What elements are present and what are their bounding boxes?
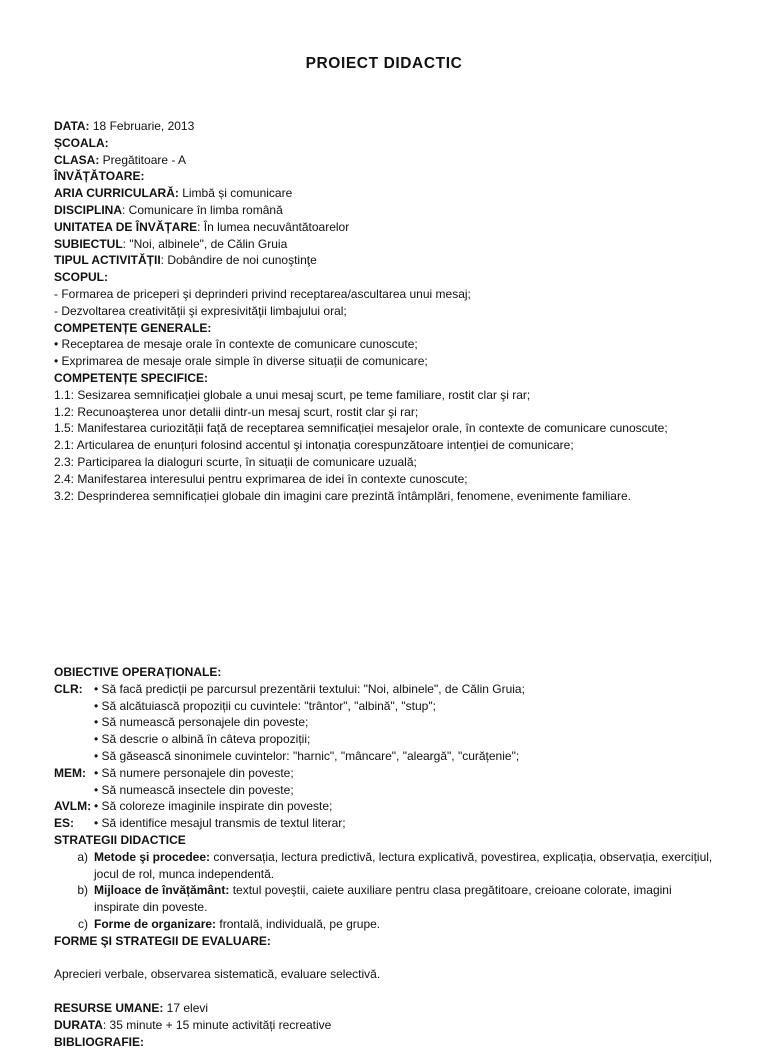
field-value: : Comunicare în limba română <box>122 202 283 217</box>
field-label: BIBLIOGRAFIE: <box>54 1034 144 1049</box>
list-item: • Receptarea de mesaje orale în contexte de comunicare cunoscute; <box>54 337 418 352</box>
list-item: • Exprimarea de mesaje orale simple în diverse situații de comunicare; <box>54 354 428 369</box>
field-label: ÎNVĂȚĂTOARE: <box>54 169 145 184</box>
field-tipul-activitatii <box>54 252 748 269</box>
field-scoala <box>54 135 748 152</box>
list-item: • Să găsească sinonimele cuvintelor: "harnic", "mâncare", "aleargă", "curățenie"; <box>94 748 520 763</box>
field-label: SUBIECTUL <box>54 236 123 251</box>
strategy-label: Metode şi procedee: <box>94 849 211 864</box>
list-item: 1.2: Recunoaşterea unor detalii dintr-un mesaj scurt, rostit clar şi rar; <box>54 404 419 419</box>
field-value: 18 Februarie, 2013 <box>89 119 195 133</box>
objective-label: AVLM: <box>54 799 92 814</box>
list-item: • Să alcătuiască propoziții cu cuvintele: "trântor", "albină", "stup"; <box>94 698 436 713</box>
field-value: Pregătitoare - A <box>99 152 187 167</box>
field-value: : 35 minute + 15 minute activități recreative <box>102 1017 332 1032</box>
strategy-letter: a) <box>77 849 88 864</box>
evaluare-heading: FORME ŞI STRATEGII DE EVALUARE: <box>54 933 271 948</box>
field-label: CLASA: <box>54 152 100 167</box>
field-disciplina <box>54 202 748 219</box>
field-durata <box>54 1017 748 1034</box>
objective-label: CLR: <box>54 681 83 696</box>
strategy-label: Mijloace de învățământ: <box>94 883 230 898</box>
field-label: RESURSE UMANE: <box>54 1000 164 1015</box>
field-value: 17 elevi <box>163 1000 209 1015</box>
strategy-text: frontală, individuală, pe grupe. <box>216 916 381 931</box>
list-item: 1.5: Manifestarea curiozității față de receptarea semnificației mesajelor orale, în contexte de comunicare cunoscute; <box>54 421 668 436</box>
obiective-heading: OBIECTIVE OPERAȚIONALE: <box>54 665 222 679</box>
list-item: • Să identifice mesajul transmis de textul literar; <box>94 816 346 831</box>
field-label: DISCIPLINA <box>54 202 123 217</box>
field-resurse <box>54 1000 748 1017</box>
objective-group-es <box>54 815 748 832</box>
strategy-label: Forme de organizare: <box>94 916 217 931</box>
list-item: 2.4: Manifestarea interesului pentru exprimarea de idei în contexte cunoscute; <box>54 471 468 486</box>
strategy-text: textul poveştii, caiete auxiliare pentru clasa pregătitoare, creioane colorate, imagini inspirate din poveste. <box>94 883 672 915</box>
page-title: PROIECT DIDACTIC <box>305 55 463 72</box>
section-general-info <box>54 118 748 504</box>
field-unitatea <box>54 219 748 236</box>
evaluare-text: Aprecieri verbale, observarea sistematică, evaluare selectivă. <box>54 967 381 982</box>
strategy-letter: c) <box>78 916 88 931</box>
field-bibliografie <box>54 1034 748 1050</box>
field-value: : "Noi, albinele", de Călin Gruia <box>122 236 288 251</box>
list-item: • Să numească insectele din poveste; <box>94 782 294 797</box>
field-label: ȘCOALA: <box>54 135 109 150</box>
list-item: 2.3: Participarea la dialoguri scurte, în situații de comunicare uzuală; <box>54 454 417 469</box>
list-item: • Să descrie o albină în câteva propoziții; <box>94 732 311 747</box>
list-item: - Dezvoltarea creativităţii şi expresivităţii limbajului oral; <box>54 303 347 318</box>
list-item: • Să numere personajele din poveste; <box>94 765 294 780</box>
field-subiectul <box>54 236 748 253</box>
list-item: • Să facă predicții pe parcursul prezentării textului: "Noi, albinele", de Călin Gruia; <box>94 681 525 696</box>
list-item: 2.1: Articularea de enunțuri folosind accentul şi intonația corespunzătoare intenției de comunicare; <box>54 438 574 453</box>
field-value: Limbă și comunicare <box>178 186 293 201</box>
competente-specifice-heading: COMPETENȚE SPECIFICE: <box>54 370 209 385</box>
field-label: DATA: <box>54 119 90 133</box>
objective-label: ES: <box>54 816 75 831</box>
competente-generale-heading: COMPETENȚE GENERALE: <box>54 320 212 335</box>
strategy-item <box>54 916 748 933</box>
objective-group-clr <box>54 681 748 765</box>
field-label: TIPUL ACTIVITĂȚII <box>54 253 161 268</box>
strategii-heading: STRATEGII DIDACTICE <box>54 832 186 847</box>
strategy-text: conversația, lectura predictivă, lectura explicativă, povestirea, explicația, observația, exercițiul, jocul de rol, munca independentă. <box>94 849 713 881</box>
section-objectives <box>54 664 748 1050</box>
strategy-item <box>54 849 748 883</box>
list-item: 1.1: Sesizarea semnificației globale a unui mesaj scurt, pe teme familiare, rostit clar şi rar; <box>54 387 531 402</box>
strategy-item <box>54 882 748 916</box>
scopul-heading: SCOPUL: <box>54 270 108 285</box>
objective-group-avlm <box>54 798 748 815</box>
list-item: • Să numească personajele din poveste; <box>94 715 309 730</box>
field-value: : În lumea necuvântătoarelor <box>197 219 350 234</box>
objective-group-mem <box>54 765 748 799</box>
list-item: 3.2: Desprinderea semnificației globale din imagini care prezintă întâmplări, fenomene, evenimente familiare. <box>54 488 631 503</box>
field-invatatoare <box>54 168 748 185</box>
field-label: UNITATEA DE ÎNVĂȚARE <box>54 219 198 234</box>
field-clasa <box>54 152 748 169</box>
list-item: - Formarea de priceperi şi deprinderi privind receptarea/ascultarea unui mesaj; <box>54 286 471 301</box>
field-value: : Dobândire de noi cunoştinţe <box>160 253 317 268</box>
strategy-letter: b) <box>77 883 88 898</box>
field-aria-curriculara <box>54 185 748 202</box>
field-label: DURATA <box>54 1017 103 1032</box>
list-item: • Să coloreze imaginile inspirate din poveste; <box>94 799 333 814</box>
field-label: ARIA CURRICULARĂ: <box>54 186 179 201</box>
objective-label: MEM: <box>54 765 86 780</box>
field-data <box>54 118 748 135</box>
